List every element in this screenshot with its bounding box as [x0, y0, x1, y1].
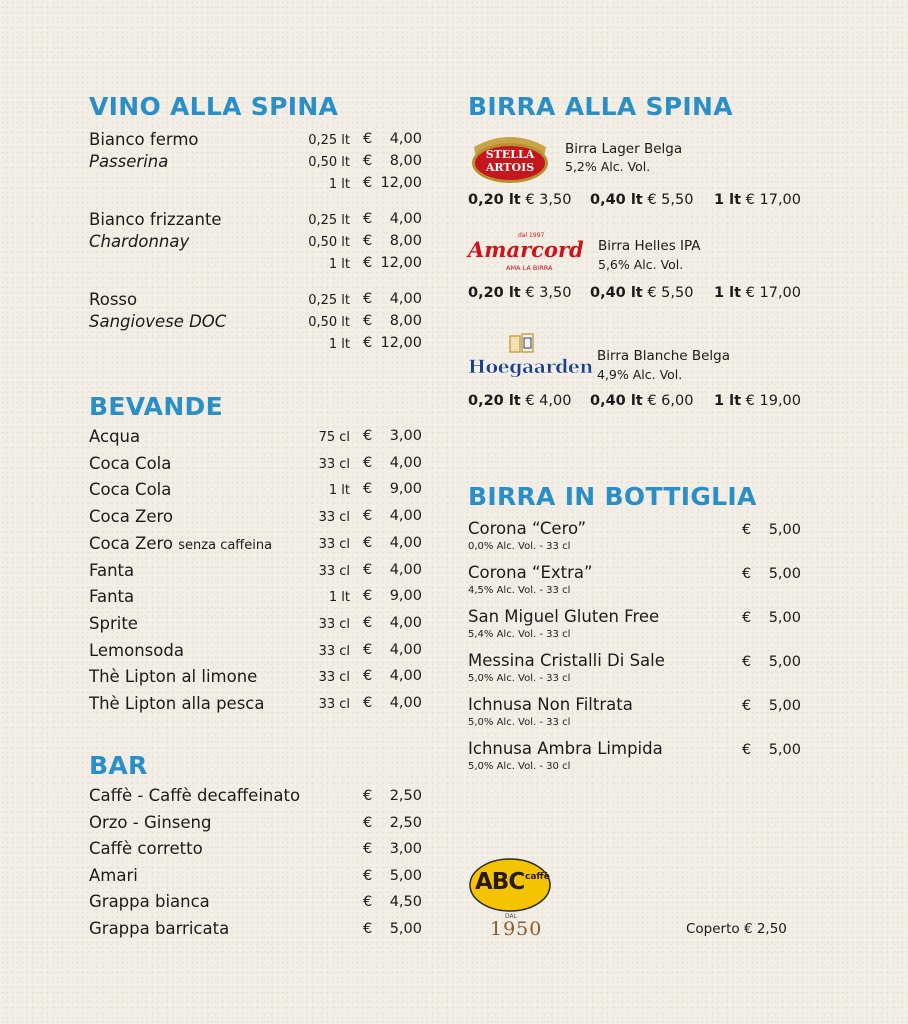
currency-symbol: € [363, 508, 373, 525]
currency-symbol: € [363, 841, 373, 858]
currency-symbol: € [742, 698, 752, 714]
drink-price: 9,00 [389, 481, 422, 498]
drink-price: 4,00 [389, 454, 422, 471]
drink-price: 3,00 [389, 428, 422, 444]
beer-size-0: 0,20 lt € 4,00 [468, 393, 572, 409]
beer-size-2: 1 lt € 17,00 [714, 192, 802, 208]
bottle-price: 5,00 [768, 566, 801, 582]
amarcord-logo [468, 232, 586, 274]
wine-variety: Passerina [89, 152, 169, 171]
beer-desc: Birra Blanche Belga [597, 348, 731, 364]
stella-artois-wordmark: STELLA ARTOIS [485, 148, 535, 174]
drink-price: 4,00 [389, 561, 422, 578]
drink-qty: 33 cl [318, 616, 350, 632]
currency-symbol: € [742, 742, 752, 758]
currency-symbol: € [742, 654, 752, 670]
wine-price: 12,00 [380, 335, 422, 351]
section-title-bar: BAR [89, 751, 148, 780]
hoegaarden-crest-icon [508, 332, 536, 356]
wine-qty: 0,50 lt [308, 315, 350, 330]
currency-symbol: € [363, 291, 373, 307]
bar-item-price: 5,00 [389, 921, 422, 937]
currency-symbol: € [363, 131, 373, 147]
currency-symbol: € [363, 233, 373, 249]
bottle-name: Ichnusa Ambra Limpida [468, 739, 663, 758]
wine-qty: 0,25 lt [308, 213, 350, 228]
wine-name: Bianco fermo [89, 130, 199, 149]
drink-qty: 1 lt [328, 590, 350, 606]
drink-name-text: Fanta [89, 560, 135, 580]
beer-abv: 5,6% Alc. Vol. [598, 257, 684, 272]
bottle-detail: 0,0% Alc. Vol. - 33 cl [468, 541, 571, 552]
bottle-price: 5,00 [768, 522, 801, 538]
drink-qty: 33 cl [318, 536, 350, 552]
drink-qty: 33 cl [318, 697, 350, 712]
drink-name-text: Coca Cola [89, 480, 172, 500]
currency-symbol: € [742, 610, 752, 626]
bar-item-price: 2,50 [389, 788, 422, 804]
wine-qty: 0,25 lt [308, 133, 350, 148]
wine-price: 4,00 [389, 211, 422, 227]
bar-item-name: Caffè corretto [89, 839, 203, 859]
hoegaarden-wordmark: Hoegaarden [468, 356, 593, 378]
currency-symbol: € [363, 695, 373, 711]
wine-price: 8,00 [389, 153, 422, 169]
currency-symbol: € [363, 428, 373, 444]
bottle-price: 5,00 [768, 654, 801, 670]
wine-qty: 0,25 lt [308, 293, 350, 308]
bar-item-name: Grappa barricata [89, 919, 230, 938]
currency-symbol: € [363, 454, 373, 471]
currency-symbol: € [363, 867, 373, 884]
drink-qty: 75 cl [318, 430, 350, 445]
bar-item-price: 5,00 [389, 867, 422, 884]
currency-symbol: € [363, 335, 373, 351]
drink-price: 4,00 [389, 534, 422, 551]
bottle-detail: 5,0% Alc. Vol. - 33 cl [468, 717, 571, 728]
wine-variety: Sangiovese DOC [89, 312, 227, 331]
drink-name [89, 427, 140, 446]
wine-price: 8,00 [389, 313, 422, 329]
beer-size-2: 1 lt € 17,00 [714, 285, 802, 301]
wine-qty: 1 lt [328, 177, 350, 192]
drink-name-text: Thè Lipton al limone [89, 667, 258, 687]
wine-price: 4,00 [389, 291, 422, 307]
wine-name: Rosso [89, 290, 138, 309]
currency-symbol: € [363, 534, 373, 551]
currency-symbol: € [363, 481, 373, 498]
beer-size-0: 0,20 lt € 3,50 [468, 192, 572, 208]
drink-qty: 33 cl [318, 643, 350, 659]
wine-name: Bianco frizzante [89, 210, 222, 229]
bottle-name: San Miguel Gluten Free [468, 607, 660, 626]
section-title-bevande: BEVANDE [89, 392, 223, 421]
currency-symbol: € [742, 522, 752, 538]
bottle-detail: 4,5% Alc. Vol. - 33 cl [468, 585, 571, 596]
drink-price: 4,00 [389, 641, 422, 658]
bar-item-price: 2,50 [389, 814, 422, 831]
currency-symbol: € [363, 921, 373, 937]
drink-name-text: Thè Lipton alla pesca [89, 694, 265, 713]
currency-symbol: € [363, 814, 373, 831]
currency-symbol: € [363, 255, 373, 271]
logo-year: 1950 [490, 918, 543, 940]
amarcord-tagline: AMA LA BIRRA [506, 264, 553, 272]
section-title-birra-spina: BIRRA ALLA SPINA [468, 92, 733, 121]
beer-desc: Birra Lager Belga [565, 141, 683, 157]
currency-symbol: € [363, 175, 373, 191]
drink-name [89, 641, 184, 660]
drink-price: 9,00 [389, 588, 422, 605]
currency-symbol: € [363, 641, 373, 658]
bottle-name: Ichnusa Non Filtrata [468, 695, 633, 714]
drink-price: 4,00 [389, 508, 422, 525]
abc-caffe-label: caffè [525, 872, 550, 882]
drink-name [89, 667, 257, 686]
currency-symbol: € [363, 153, 373, 169]
drink-name-text: Coca Cola [89, 453, 172, 473]
amarcord-since: dal 1997 [518, 232, 545, 239]
bottle-price: 5,00 [768, 742, 801, 758]
drink-name [89, 694, 265, 713]
drink-qty: 33 cl [318, 670, 350, 686]
bottle-name: Messina Cristalli Di Sale [468, 651, 665, 670]
drink-name [89, 587, 134, 606]
logo-dal: DAL [505, 913, 517, 920]
beer-abv: 5,2% Alc. Vol. [565, 159, 651, 174]
hoegaarden-logo [468, 332, 593, 382]
wine-price: 12,00 [380, 255, 422, 271]
drink-name [89, 507, 173, 526]
drink-name [89, 534, 272, 553]
bottle-detail: 5,0% Alc. Vol. - 33 cl [468, 673, 571, 684]
currency-symbol: € [363, 561, 373, 578]
currency-symbol: € [363, 668, 373, 685]
drink-price: 4,00 [389, 614, 422, 631]
drink-name [89, 614, 138, 633]
bottle-detail: 5,0% Alc. Vol. - 30 cl [468, 761, 571, 772]
drink-name-text: Acqua [89, 427, 141, 446]
beer-abv: 4,9% Alc. Vol. [597, 367, 683, 382]
drink-qty: 1 lt [328, 483, 350, 499]
currency-symbol: € [363, 614, 373, 631]
drink-name-note: senza caffeina [178, 537, 273, 553]
wine-price: 8,00 [389, 233, 422, 249]
section-title-birra-bottiglia: BIRRA IN BOTTIGLIA [468, 482, 757, 511]
bottle-price: 5,00 [768, 610, 801, 626]
drink-qty: 33 cl [318, 510, 350, 526]
abc-wordmark: ABC [475, 869, 525, 895]
stella-artois-logo [470, 131, 550, 185]
beer-size-1: 0,40 lt € 6,00 [590, 393, 694, 409]
bottle-name: Corona “Cero” [468, 519, 587, 538]
bottle-detail: 5,4% Alc. Vol. - 33 cl [468, 629, 571, 640]
wine-qty: 1 lt [328, 257, 350, 272]
bottle-name: Corona “Extra” [468, 563, 593, 582]
drink-qty: 33 cl [318, 456, 350, 472]
beer-size-0: 0,20 lt € 3,50 [468, 285, 572, 301]
bottle-price: 5,00 [768, 698, 801, 714]
coperto-note: Coperto € 2,50 [686, 921, 787, 937]
bar-item-name: Caffè - Caffè decaffeinato [89, 786, 301, 805]
drink-price: 4,00 [389, 668, 422, 685]
currency-symbol: € [363, 894, 373, 911]
drink-price: 4,00 [389, 695, 422, 711]
beer-size-2: 1 lt € 19,00 [714, 393, 802, 409]
drink-name-text: Coca Zero [89, 507, 174, 527]
drink-qty: 33 cl [318, 563, 350, 579]
bar-item-name: Amari [89, 865, 138, 885]
currency-symbol: € [363, 788, 373, 804]
wine-qty: 0,50 lt [308, 155, 350, 170]
drink-name-text: Sprite [89, 613, 138, 633]
bar-item-name: Grappa bianca [89, 892, 210, 912]
drink-name-text: Lemonsoda [89, 640, 184, 660]
wine-variety: Chardonnay [89, 232, 190, 251]
drink-name [89, 454, 171, 473]
currency-symbol: € [363, 588, 373, 605]
drink-name-text: Coca Zero [89, 533, 174, 553]
section-title-vino: VINO ALLA SPINA [89, 92, 339, 121]
wine-price: 12,00 [380, 175, 422, 191]
currency-symbol: € [363, 211, 373, 227]
wine-qty: 1 lt [328, 337, 350, 352]
beer-desc: Birra Helles IPA [598, 238, 701, 254]
abc-caffe-logo [468, 857, 552, 913]
wine-price: 4,00 [389, 131, 422, 147]
amarcord-wordmark: Amarcord [468, 237, 584, 262]
wine-qty: 0,50 lt [308, 235, 350, 250]
currency-symbol: € [742, 566, 752, 582]
currency-symbol: € [363, 313, 373, 329]
drink-name [89, 480, 171, 499]
beer-size-1: 0,40 lt € 5,50 [590, 192, 694, 208]
drink-name [89, 561, 134, 580]
bar-item-price: 3,00 [389, 841, 422, 858]
bar-item-name: Orzo - Ginseng [89, 812, 212, 832]
drink-name-text: Fanta [89, 587, 135, 607]
beer-size-1: 0,40 lt € 5,50 [590, 285, 694, 301]
bar-item-price: 4,50 [389, 894, 422, 911]
